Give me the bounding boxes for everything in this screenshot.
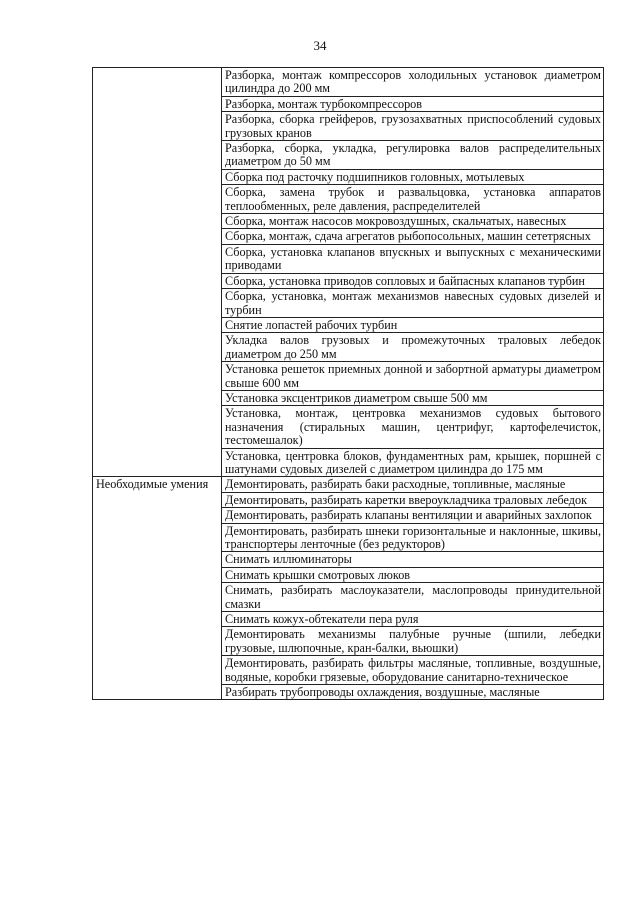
- list-item: Сборка, монтаж, сдача агрегатов рыбопосольных, машин сететрясных: [222, 229, 603, 244]
- list-item: Разборка, сборка, укладка, регулировка валов распределительных диаметром до 50 мм: [222, 141, 603, 170]
- list-item: Сборка, монтаж насосов мокровоздушных, скальчатых, навесных: [222, 214, 603, 229]
- list-item: Сборка, замена трубок и развальцовка, установка аппаратов теплообменных, реле давления, распределителей: [222, 185, 603, 214]
- competency-table: [92, 67, 604, 700]
- table-row-required-skills: [93, 477, 604, 700]
- list-item: Разбирать трубопроводы охлаждения, воздушные, масляные: [225, 685, 540, 700]
- list-item: Установка эксцентриков диаметром свыше 500 мм: [222, 391, 603, 406]
- list-item: Снятие лопастей рабочих турбин: [222, 318, 603, 333]
- list-item: Сборка под расточку подшипников головных, мотылевых: [222, 170, 603, 185]
- list-item: Демонтировать, разбирать клапаны вентиляции и аварийных захлопок: [222, 508, 603, 523]
- list-item: Снимать иллюминаторы: [222, 552, 603, 567]
- list-item: Разборка, монтаж турбокомпрессоров: [222, 97, 603, 112]
- list-item: Демонтировать, разбирать фильтры масляные, топливные, воздушные, водяные, коробки грязевые, оборудование санитарно-техническое: [222, 656, 603, 685]
- list-item: Сборка, установка приводов сопловых и байпасных клапанов турбин: [222, 274, 603, 289]
- list-item: Снимать кожух-обтекатели пера руля: [222, 612, 603, 627]
- table-row-work-actions: [93, 68, 604, 477]
- list-item: Разборка, монтаж компрессоров холодильных установок диаметром цилиндра до 200 мм: [222, 68, 603, 97]
- list-item: Демонтировать механизмы палубные ручные (шпили, лебедки грузовые, шлюпочные, кран-балки, вьюшки): [222, 627, 603, 656]
- list-item: Демонтировать, разбирать шнеки горизонтальные и наклонные, шкивы, транспортеры ленточные (без редукторов): [222, 524, 603, 553]
- list-item: Снимать, разбирать маслоуказатели, маслопроводы принудительной смазки: [222, 583, 603, 612]
- row-label-cell: [93, 68, 222, 477]
- list-item: Установка, центровка блоков, фундаментных рам, крышек, поршней с шатунами судовых дизелей с диаметром цилиндра до 175 мм: [225, 448, 601, 476]
- list-item: Разборка, сборка грейферов, грузозахватных приспособлений судовых грузовых кранов: [222, 112, 603, 141]
- list-item: Укладка валов грузовых и промежуточных траловых лебедок диаметром до 250 мм: [222, 333, 603, 362]
- row-label: Необходимые умения: [96, 477, 209, 492]
- page-number: 34: [313, 38, 327, 53]
- list-item: Демонтировать, разбирать каретки ввероукладчика траловых лебедок: [222, 493, 603, 508]
- list-item: Сборка, установка клапанов впускных и выпускных с механическими приводами: [222, 245, 603, 274]
- list-item: Демонтировать, разбирать баки расходные, топливные, масляные: [222, 477, 603, 492]
- row-label: [93, 68, 221, 69]
- items-cell: [222, 68, 604, 477]
- row-label-cell: [93, 477, 222, 700]
- list-item: Установка решеток приемных донной и забортной арматуры диаметром свыше 600 мм: [222, 362, 603, 391]
- list-item: Снимать крышки смотровых люков: [222, 568, 603, 583]
- list-item: Сборка, установка, монтаж механизмов навесных судовых дизелей и турбин: [222, 289, 603, 318]
- items-cell: [222, 477, 604, 700]
- list-item: Установка, монтаж, центровка механизмов судовых бытового назначения (стиральных машин, центрифуг, картофелечисток, тестомешалок): [222, 406, 603, 448]
